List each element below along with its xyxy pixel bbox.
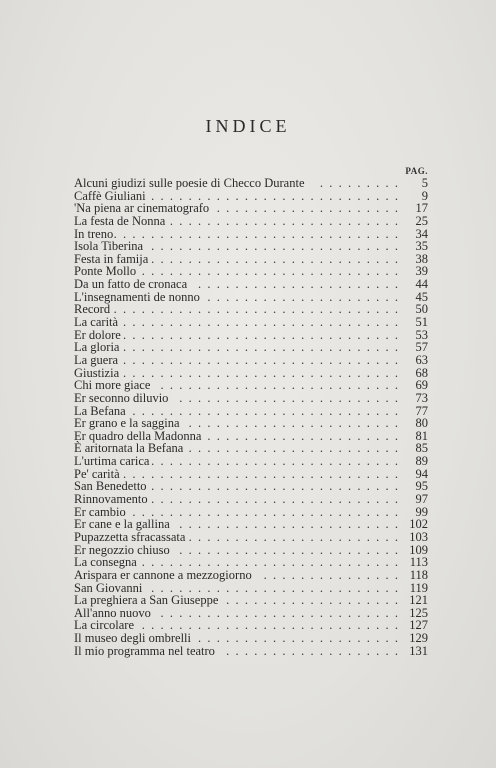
toc-entry-title: Il museo degli ombrelli (74, 631, 191, 646)
dot-leader: . . . . . . . . . . . . . . . . . . . . . . . (182, 529, 398, 544)
toc-entry-page: 38 (415, 251, 428, 266)
dot-leader: . . . . . . . . . . . . . . . . . . . (219, 643, 398, 658)
toc-entry-title: La Befana (74, 403, 126, 418)
toc-entry-title: San Benedetto (74, 479, 147, 494)
index-title: INDICE (205, 116, 291, 136)
dot-leader: . . . . . . . . . . . . . . . . . . . . . . (191, 277, 398, 292)
dot-leader: . . . . . . . . . . . . . . . . . . . . . . . . . . . (144, 188, 398, 203)
dot-leader: . . . . . . . . . . . . . . . . . . . . . . . . . . . . . . (116, 365, 398, 380)
toc-entry-title: La preghiera a San Giuseppe (74, 593, 219, 608)
toc-entry-title: È aritornata la Befana (74, 441, 184, 456)
toc-entry (74, 392, 428, 405)
dot-leader: . . . . . . . . . . . . . . . . . . . . . . . . . . . . . . . (107, 226, 398, 241)
dot-leader: . . . . . . . . . . . . . . . . . . . . . . . . . . . (144, 580, 398, 595)
toc-entry (74, 556, 428, 569)
toc-entry (74, 316, 428, 329)
toc-entry-page: 95 (415, 479, 428, 494)
toc-entry-title: Alcuni giudizi sulle poesie di Checco Durante (74, 176, 305, 190)
toc-entry-page: 17 (415, 201, 428, 216)
dot-leader: . . . . . . . . . . . . . . . . . . . . . . . . . . . (144, 239, 398, 254)
toc-entry-title: Pupazzetta sfracassata (74, 529, 186, 544)
toc-entry (74, 569, 428, 582)
dot-leader: . . . . . . . . . . . . . . . . . . . . . . . . . . . . (135, 618, 398, 633)
dot-leader: . . . . . . . . . . . . . . . . . . . . . . . . . . . . . (126, 403, 398, 418)
toc-entry (74, 455, 428, 468)
dot-leader: . . . . . . . . . . . . . . . . . . . . . . . . (173, 517, 398, 532)
toc-entry-title: Er quadro della Madonna (74, 428, 202, 443)
dot-leader: . . . . . . . . . . . . . . . . . . . . . . . . . . . . . (126, 504, 398, 519)
toc-entry-page: 125 (409, 605, 428, 620)
toc-entry-page: 39 (415, 264, 428, 279)
toc-entry-page: 63 (415, 352, 428, 367)
dot-leader: . . . . . . . . . . . . . . . (257, 567, 398, 582)
toc-entry-page: 97 (415, 492, 428, 507)
dot-leader: . . . . . . . . . . . . . . . . . . . . . . . . . . . (144, 251, 398, 266)
toc-entry-page: 25 (415, 213, 428, 228)
toc-entry (74, 417, 428, 430)
table-of-contents (74, 177, 428, 657)
toc-entry-page: 94 (415, 466, 428, 481)
dot-leader: . . . . . . . . . . . . . . . . . . . . . . . . . . . . . . (116, 327, 398, 342)
toc-entry-title: 'Na piena ar cinematografo (74, 201, 210, 216)
toc-entry-title: La guera (74, 352, 119, 367)
toc-entry-page: 51 (415, 315, 428, 330)
toc-entry-page: 99 (415, 504, 428, 519)
toc-entry-page: 113 (409, 555, 428, 570)
toc-entry-title: In treno (74, 226, 114, 241)
dot-leader: . . . . . . . . . . . . . . . . . . . . . . (191, 631, 398, 646)
toc-entry-page: 121 (409, 593, 428, 608)
toc-entry-title: Er seconno diluvio (74, 390, 169, 405)
dot-leader: . . . . . . . . . . . . . . . . . . . . . . . . . . . . . . (116, 315, 398, 330)
dot-leader: . . . . . . . . . . . . . . . . . . . . . . . . . . . (144, 479, 398, 494)
dot-leader: . . . . . . . . . . . . . . . . . . . . . (201, 289, 398, 304)
toc-entry (74, 240, 428, 253)
toc-entry-page: 81 (415, 428, 428, 443)
toc-entry-page: 118 (409, 567, 428, 582)
toc-entry-title: San Giovanni (74, 580, 143, 595)
toc-entry-page: 131 (409, 643, 428, 658)
toc-entry-page: 73 (415, 390, 428, 405)
toc-entry-page: 69 (415, 378, 428, 393)
toc-entry-page: 68 (415, 365, 428, 380)
toc-entry-title: Er grano e la saggina (74, 416, 180, 431)
dot-leader: . . . . . . . . . . . . . . . . . . . . . . . . . . . . . . . (107, 302, 398, 317)
dot-leader: . . . . . . . . . . . . . . . . . . . . . . . . . . . (144, 492, 398, 507)
toc-entry-page: 89 (415, 454, 428, 469)
dot-leader: . . . . . . . . . . . . . . . . . . . . . . . . . . . . . . (116, 340, 398, 355)
toc-entry (74, 645, 428, 658)
dot-leader: . . . . . . . . . . . . . . . . . . . . . . . . . . (154, 378, 398, 393)
toc-entry-page: 85 (415, 441, 428, 456)
toc-entry-title: Festa in famija (74, 251, 149, 266)
toc-entry-title: Arispara er cannone a mezzogiorno (74, 567, 252, 582)
toc-entry-page: 103 (409, 529, 428, 544)
toc-entry-page: 102 (409, 517, 428, 532)
toc-entry (74, 632, 428, 645)
toc-entry-title: La festa de Nonna (74, 213, 166, 228)
dot-leader: . . . . . . . . . . . . . . . . . . . . . . . . (173, 542, 398, 557)
dot-leader: . . . . . . . . . . . . . . . . . . . . . . . . . . (154, 605, 398, 620)
dot-leader: . . . . . . . . . . . . . . . . . . . . . . . . . . . . . . (116, 352, 398, 367)
dot-leader: . . . . . . . . . . . . . . . . . . . . . . . (182, 416, 398, 431)
toc-entry (74, 594, 428, 607)
toc-entry-page: 109 (409, 542, 428, 557)
toc-entry-title: Giustizia (74, 365, 120, 380)
toc-entry-title: Chi more giace (74, 378, 151, 393)
toc-entry-title: Er negozzio chiuso (74, 542, 170, 557)
toc-entry-title: Er dolore (74, 327, 121, 342)
toc-entry (74, 215, 428, 228)
toc-entry-title: L'insegnamenti de nonno (74, 289, 200, 304)
toc-entry-title: All'anno nuovo (74, 605, 151, 620)
dot-leader: . . . . . . . . . . . . . . . . . . . . (210, 201, 398, 216)
dot-leader: . . . . . . . . . . . . . . . . . . . . . (201, 428, 398, 443)
toc-entry-page: 77 (415, 403, 428, 418)
toc-entry-page: 53 (415, 327, 428, 342)
toc-entry (74, 379, 428, 392)
dot-leader: . . . . . . . . . . . . . . . . . . . . . . . . . . . . (135, 555, 398, 570)
dot-leader: . . . . . . . . . . . . . . . . . . . . . . . . . . . (144, 454, 398, 469)
page-column-header: PAG. (405, 166, 428, 176)
toc-entry-title: Pe' carità (74, 466, 120, 481)
toc-entry-page: 57 (415, 340, 428, 355)
toc-entry-title: Er cane e la gallina (74, 517, 170, 532)
toc-entry (74, 177, 428, 190)
toc-entry-title: Rinnovamento (74, 492, 148, 507)
toc-entry-title: Record (74, 302, 111, 317)
toc-entry (74, 354, 428, 367)
toc-entry (74, 531, 428, 544)
dot-leader: . . . . . . . . . (313, 176, 398, 190)
toc-entry-title: La gloria (74, 340, 120, 355)
toc-entry-title: Caffè Giuliani (74, 188, 146, 203)
dot-leader: . . . . . . . . . . . . . . . . . . . . . . . . . . . . (135, 264, 398, 279)
dot-leader: . . . . . . . . . . . . . . . . . . . (219, 593, 398, 608)
toc-entry-page: 45 (415, 289, 428, 304)
toc-entry-page: 44 (415, 277, 428, 292)
toc-entry-title: Il mio programma nel teatro (74, 643, 215, 658)
toc-entry-title: Isola Tiberina (74, 239, 144, 254)
toc-entry (74, 278, 428, 291)
toc-entry-title: Ponte Mollo (74, 264, 137, 279)
dot-leader: . . . . . . . . . . . . . . . . . . . . . . . . . (163, 213, 398, 228)
toc-entry-page: 9 (421, 188, 428, 203)
toc-entry-page: 34 (415, 226, 428, 241)
dot-leader: . . . . . . . . . . . . . . . . . . . . . . . . . . . . . . (116, 466, 398, 481)
toc-entry-page: 129 (409, 631, 428, 646)
toc-entry-title: Er cambio (74, 504, 126, 519)
toc-entry-title: La circolare (74, 618, 135, 633)
toc-entry-title: Da un fatto de cronaca (74, 277, 188, 292)
toc-entry-title: La consegna (74, 555, 137, 570)
toc-entry-title: La carità (74, 315, 119, 330)
toc-entry-page: 5 (421, 176, 428, 190)
toc-entry-page: 127 (409, 618, 428, 633)
toc-entry-page: 119 (409, 580, 428, 595)
toc-entry (74, 493, 428, 506)
toc-entry-title: L'urtima carica (74, 454, 150, 469)
toc-entry-page: 35 (415, 239, 428, 254)
dot-leader: . . . . . . . . . . . . . . . . . . . . . . . (182, 441, 398, 456)
toc-entry-page: 50 (415, 302, 428, 317)
dot-leader: . . . . . . . . . . . . . . . . . . . . . . . . (173, 390, 398, 405)
toc-entry-page: 80 (415, 416, 428, 431)
